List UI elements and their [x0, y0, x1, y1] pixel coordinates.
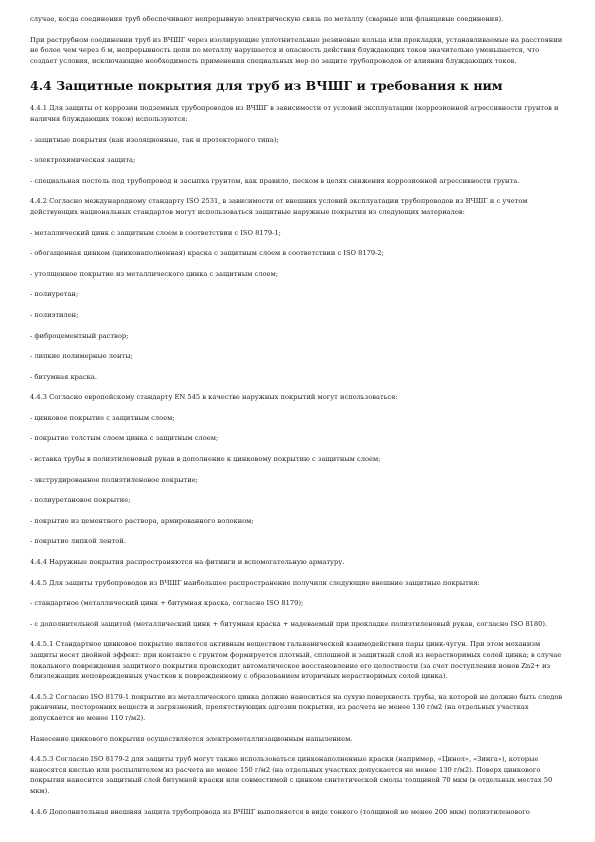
- list-item: - экструдированное полиэтиленовое покрытие;: [30, 475, 198, 484]
- paragraph: 4.4.5.2 Согласно ISO 8179-1 покрытие из металлического цинка должно наноситься на сухую поверхность трубы, на которой не должно быть следов ржавчины, посторонних веществ и загрязнений, препятствующих адгезии покрытия, из расчета не менее 130 г/м2 (на отдельных участках допускается не менее 110 г/м2).: [30, 692, 563, 722]
- list-item: - фиброцементный раствор;: [30, 331, 129, 340]
- paragraph: 4.4.4 Наружные покрытия распространяются на фитинги и вспомогательную арматуру.: [30, 558, 345, 567]
- list-item: - липкие полимерные ленты;: [30, 352, 133, 361]
- list-item: - полиуретан;: [30, 290, 79, 299]
- list-item: - цинковое покрытие с защитным слоем;: [30, 413, 175, 422]
- list-item: - обогащенная цинком (цинконаполненная) краска с защитным слоем в соответствии с ISO 8179-2;: [30, 249, 384, 258]
- list-item: - полиуретановое покрытие;: [30, 496, 131, 505]
- list-item: - с дополнительной защитой (металлический цинк + битумная краска + надеваемый при прокладке полиэтиленовый рукав, согласно ISO 8180).: [30, 619, 548, 628]
- paragraph: 4.4.2 Согласно международному стандарту ISO 2531, в зависимости от внешних условий эксплуатации трубопроводов из ВЧШГ и с учетом действующих национальных стандартов могут использоваться защитные наружные покрытия из следующих материалов:: [30, 197, 528, 216]
- list-item: - металлический цинк с защитным слоем в соответствии с ISO 8179-1;: [30, 228, 281, 237]
- list-item: - специальная постель под трубопровод и засыпка грунтом, как правило, песком в целях снижения коррозионной агрессивности грунта.: [30, 176, 520, 185]
- list-item: - электрохимическая защита;: [30, 156, 136, 165]
- list-item: - утолщенное покрытие из металлического цинка с защитным слоем;: [30, 269, 278, 278]
- paragraph: 4.4.5.1 Стандартное цинковое покрытие является активным веществом гальванической взаимодействия пары цинк-чугун. При этом механизм защиты несет двойной эффект: при контакте с грунтом формируется плотный, сплошной и защитный слой из нерастворимых солей цинка; в случае локального повреждения защитного покрытия происходит автоматическое восстановление его целостности (за счет поступления ионов Zn2+ из близлежащих неповрежденных участков к поврежденному с образованием вторичных нерастворимых солей цинка).: [30, 640, 562, 681]
- list-item: - защитные покрытия (как изоляционные, так и протекторного типа);: [30, 135, 279, 144]
- paragraph: 4.4.3 Согласно европейскому стандарту EN 545 в качестве наружных покрытий могут использоваться:: [30, 393, 398, 402]
- list-item: - покрытие из цементного раствора, армированного волокном;: [30, 516, 254, 525]
- paragraph: 4.4.5.3 Согласно ISO 8179-2 для защиты труб могут также использоваться цинконаполненные краски (например, «Цинол», «Зинга»), которые наносятся кистью или распылителем из расчета не менее 150 г/м2 (на отдельных участках допускается не менее 130 г/м2). Поверх цинкового покрытия наносится защитный слой битумной краски или совместимой с цинком синтетической смолы толщиной 70 мкм (в отдельных местах 50 мкм).: [30, 755, 553, 795]
- paragraph: При раструбном соединении труб из ВЧШГ через изолирующие уплотнительные резиновые кольца или прокладки, устанавливаемые на расстоянии не более чем через 6 м, непрерывность цепи по металлу нарушается и опасность действия блуждающих токов значительно уменьшается, что создает условия, исключающие необходимость применения специальных мер по защите трубопроводов от влияния блуждающих токов.: [30, 35, 563, 65]
- paragraph: Нанесение цинкового покрытия осуществляется электрометаллизационным напылением.: [30, 734, 353, 743]
- list-item: - битумная краска.: [30, 372, 97, 381]
- paragraph: случае, когда соединения труб обеспечивают непрерывную электрическую связь по металлу (сварные или фланцевые соединения).: [30, 15, 504, 23]
- paragraph: 4.4.5 Для защиты трубопроводов из ВЧШГ наибольшее распространение получили следующие внешние защитные покрытия:: [30, 578, 480, 587]
- list-item: - покрытие толстым слоем цинка с защитным слоем;: [30, 434, 219, 443]
- list-item: - полиэтилен;: [30, 310, 79, 319]
- list-item: - вставка трубы в полиэтиленовый рукав в дополнение к цинковому покрытию с защитным слоем;: [30, 455, 381, 464]
- paragraph: 4.4.1 Для защиты от коррозии подземных трубопроводов из ВЧШГ в зависимости от условий эксплуатации (коррозионной агрессивности грунтов и наличия блуждающих токов) используются:: [30, 104, 559, 123]
- paragraph: 4.4.6 Дополнительная внешняя защита трубопровода из ВЧШГ выполняется в виде тонкого (толщиной не менее 200 мкм) полиэтиленового: [30, 807, 530, 816]
- list-item: - покрытие липкой лентой.: [30, 537, 126, 546]
- section-body: [30, 103, 565, 817]
- list-item: - стандартное (металлический цинк + битумная краска, согласно ISO 8179);: [30, 599, 304, 608]
- section-heading: 4.4 Защитные покрытия для труб из ВЧШГ и требования к ним: [30, 78, 503, 94]
